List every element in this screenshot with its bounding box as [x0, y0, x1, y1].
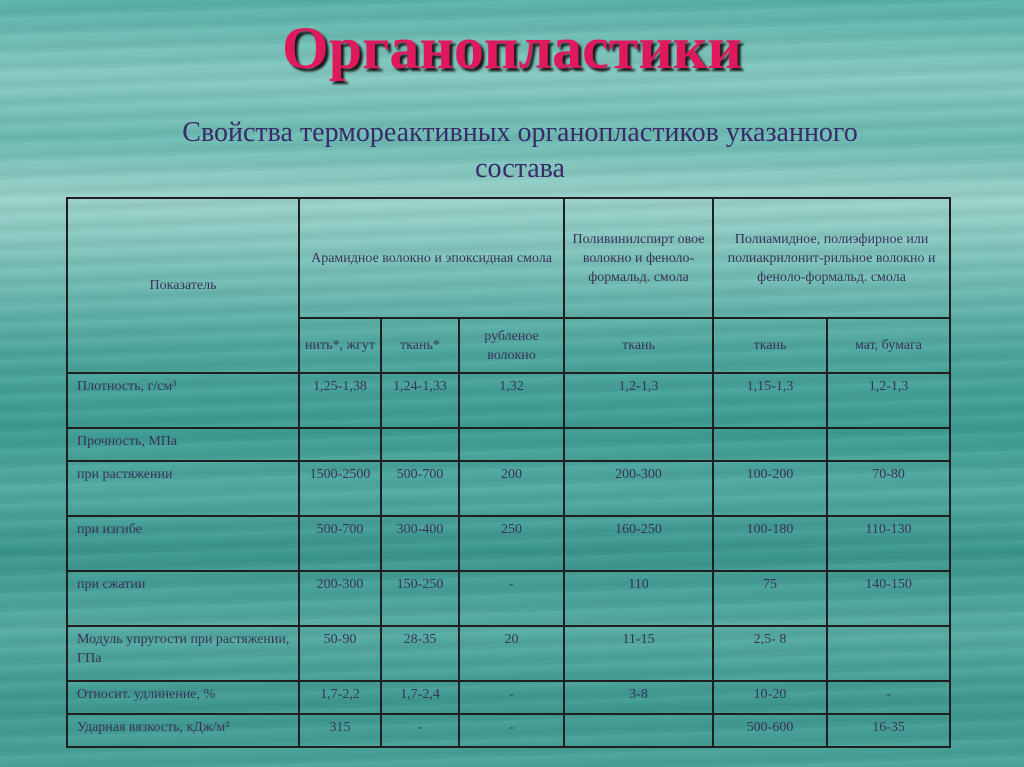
- table-row: [67, 516, 950, 571]
- subheader-cell: нить*, жгут: [299, 318, 381, 373]
- table-cell: 500-700: [299, 516, 381, 571]
- table-cell: 20: [459, 626, 564, 681]
- header-indicator: Показатель: [67, 198, 299, 373]
- table-cell: 1,2-1,3: [564, 373, 713, 428]
- table-cell: [459, 428, 564, 461]
- table-cell: [827, 428, 950, 461]
- table-cell: 1500-2500: [299, 461, 381, 516]
- table-row: [67, 571, 950, 626]
- header-group-aramid: Арамидное волокно и эпоксидная смола: [299, 198, 564, 318]
- table-cell: 50-90: [299, 626, 381, 681]
- table-cell: 1,2-1,3: [827, 373, 950, 428]
- table-cell: 110: [564, 571, 713, 626]
- table-cell: -: [381, 714, 459, 747]
- table-cell: 200-300: [299, 571, 381, 626]
- table-cell: [827, 626, 950, 681]
- row-label: Прочность, МПа: [67, 428, 299, 461]
- slide-title: Органопластики: [282, 15, 742, 81]
- table-cell: 100-180: [713, 516, 827, 571]
- table-row: [67, 428, 950, 461]
- table-cell: 70-80: [827, 461, 950, 516]
- table-row: [67, 714, 950, 747]
- table-cell: [564, 714, 713, 747]
- table-row: [67, 373, 950, 428]
- table-cell: 500-700: [381, 461, 459, 516]
- subheader-cell: рубленое волокно: [459, 318, 564, 373]
- table-cell: 160-250: [564, 516, 713, 571]
- table-cell: 315: [299, 714, 381, 747]
- table-cell: [713, 428, 827, 461]
- table-cell: -: [459, 571, 564, 626]
- header-group-pva: Поливинилспирт овое волокно и феноло-формальд. смола: [564, 198, 713, 318]
- table-cell: 75: [713, 571, 827, 626]
- table-cell: 500-600: [713, 714, 827, 747]
- subheader-cell: мат, бумага: [827, 318, 950, 373]
- table-cell: 1,24-1,33: [381, 373, 459, 428]
- row-label: Относит. удлинение, %: [67, 681, 299, 714]
- row-label: Ударная вязкость, кДж/м²: [67, 714, 299, 747]
- row-label: при сжатии: [67, 571, 299, 626]
- row-label: при растяжении: [67, 461, 299, 516]
- table-row: [67, 681, 950, 714]
- row-label: при изгибе: [67, 516, 299, 571]
- table-cell: 140-150: [827, 571, 950, 626]
- table-cell: 1,15-1,3: [713, 373, 827, 428]
- subheader-cell: ткань: [564, 318, 713, 373]
- table-cell: [381, 428, 459, 461]
- table-cell: -: [459, 714, 564, 747]
- table-cell: 110-130: [827, 516, 950, 571]
- table-cell: 2,5- 8: [713, 626, 827, 681]
- header-group-polyamide: Полиамидное, полиэфирное или полиакрилонит-рильное волокно и феноло-формальд. смола: [713, 198, 950, 318]
- row-label: Модуль упругости при растяжении, ГПа: [67, 626, 299, 681]
- table-cell: 1,7-2,2: [299, 681, 381, 714]
- subheader-cell: ткань: [713, 318, 827, 373]
- slide-subtitle: [60, 115, 980, 187]
- row-label: Плотность, г/см³: [67, 373, 299, 428]
- table-cell: 250: [459, 516, 564, 571]
- subtitle-line-2: состава: [475, 153, 565, 184]
- subheader-cell: ткань*: [381, 318, 459, 373]
- table-cell: -: [459, 681, 564, 714]
- table-cell: 10-20: [713, 681, 827, 714]
- table-cell: 150-250: [381, 571, 459, 626]
- table-row: [67, 461, 950, 516]
- table-cell: 16-35: [827, 714, 950, 747]
- table-cell: 1,32: [459, 373, 564, 428]
- table-cell: 1,25-1,38: [299, 373, 381, 428]
- header-row-1: [67, 198, 950, 318]
- table-cell: 200-300: [564, 461, 713, 516]
- table-cell: -: [827, 681, 950, 714]
- properties-table: [66, 197, 951, 748]
- table-cell: [564, 428, 713, 461]
- table-cell: 1,7-2,4: [381, 681, 459, 714]
- table-cell: 100-200: [713, 461, 827, 516]
- table-cell: [299, 428, 381, 461]
- table-row: [67, 626, 950, 681]
- table-cell: 11-15: [564, 626, 713, 681]
- table-cell: 28-35: [381, 626, 459, 681]
- table-cell: 300-400: [381, 516, 459, 571]
- subtitle-line-1: Свойства термореактивных органопластиков указанного: [182, 117, 858, 148]
- table-cell: 200: [459, 461, 564, 516]
- table-cell: 3-8: [564, 681, 713, 714]
